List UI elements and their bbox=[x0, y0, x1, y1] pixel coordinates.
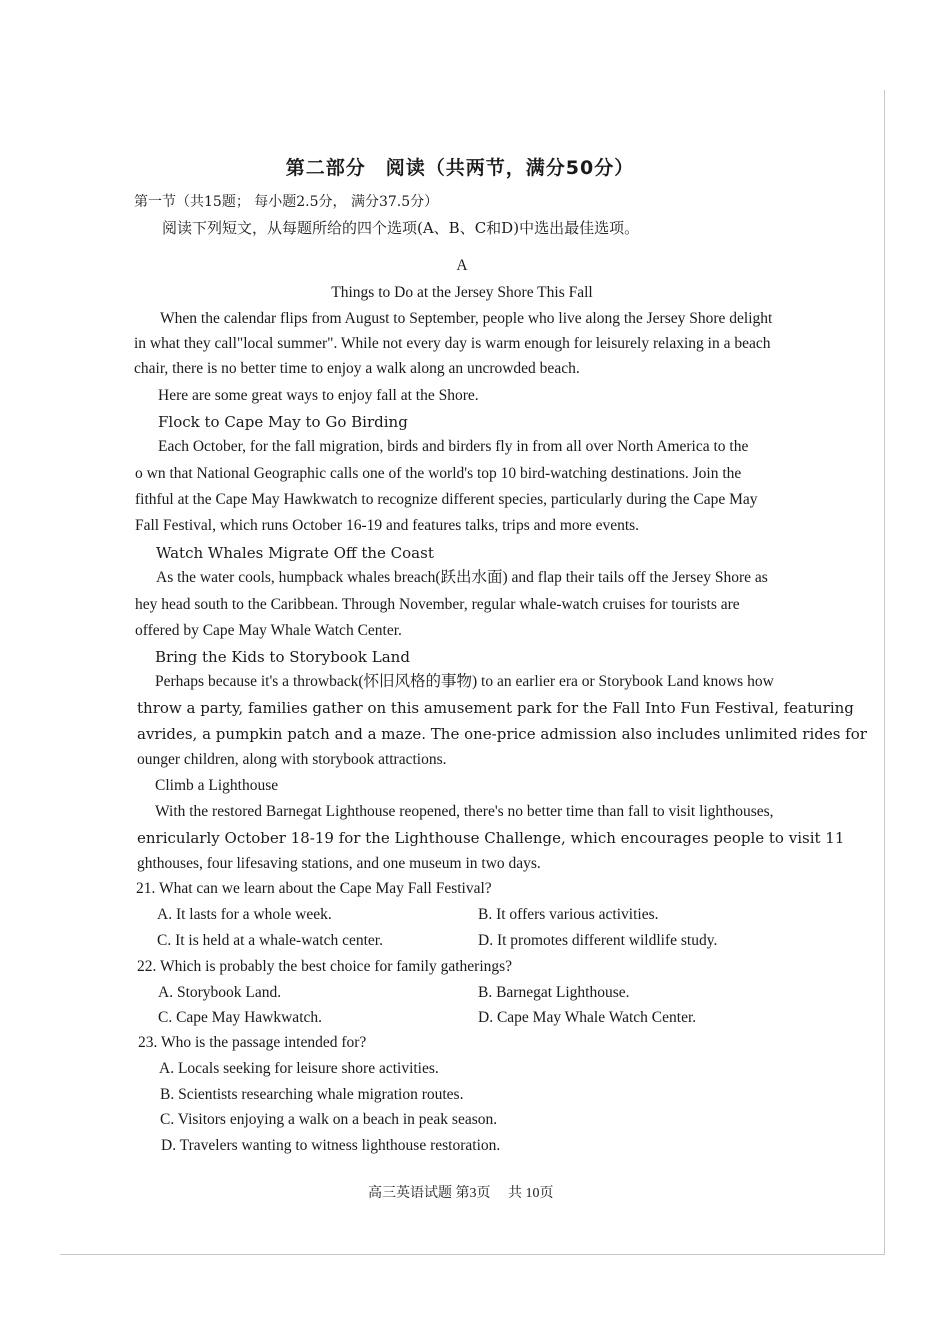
answer-option: B. Scientists researching whale migration routes. bbox=[160, 1086, 464, 1103]
subheading: Bring the Kids to Storybook Land bbox=[155, 648, 410, 666]
page-footer: 高三英语试题 第3页 共 10页 bbox=[368, 1186, 554, 1201]
answer-option: B. Barnegat Lighthouse. bbox=[478, 984, 630, 1001]
instructions: 阅读下列短文，从每题所给的四个选项(A、B、C和D)中选出最佳选项。 bbox=[162, 219, 640, 237]
paragraph-line: chair, there is no better time to enjoy a walk along an uncrowded beach. bbox=[134, 360, 580, 377]
subheading: Flock to Cape May to Go Birding bbox=[158, 413, 408, 431]
paragraph-line: With the restored Barnegat Lighthouse reopened, there's no better time than fall to visit lighthouses, bbox=[155, 803, 774, 820]
answer-option: B. It offers various activities. bbox=[478, 906, 659, 923]
paragraph-line: Each October, for the fall migration, birds and birders fly in from all over North America to the bbox=[158, 438, 749, 455]
answer-option: C. Visitors enjoying a walk on a beach in peak season. bbox=[160, 1111, 498, 1128]
question-stem: 21. What can we learn about the Cape May Fall Festival? bbox=[136, 880, 492, 897]
paragraph-line: in what they call"local summer". While not every day is warm enough for leisurely relaxing in a beach bbox=[134, 335, 771, 352]
paragraph-line: Here are some great ways to enjoy fall at the Shore. bbox=[158, 387, 479, 404]
paragraph-line: avrides, a pumpkin patch and a maze. The one-price admission also includes unlimited rides for bbox=[137, 725, 867, 743]
paragraph-line: ghthouses, four lifesaving stations, and one museum in two days. bbox=[137, 855, 541, 872]
paragraph-line: ounger children, along with storybook attractions. bbox=[137, 751, 447, 768]
passage-title: Things to Do at the Jersey Shore This Fall bbox=[331, 284, 593, 301]
answer-option: D. Cape May Whale Watch Center. bbox=[478, 1009, 697, 1026]
page-border-bottom bbox=[60, 1254, 885, 1255]
paragraph-line: fithful at the Cape May Hawkwatch to recognize different species, particularly during the Cape May bbox=[135, 491, 758, 508]
paragraph-line: As the water cools, humpback whales breach(跃出水面) and flap their tails off the Jersey Shore as bbox=[156, 569, 768, 586]
paragraph-line: When the calendar flips from August to September, people who live along the Jersey Shore delight bbox=[160, 310, 773, 327]
paragraph-line: o wn that National Geographic calls one of the world's top 10 bird-watching destinations. Join the bbox=[135, 465, 742, 482]
passage-letter: A bbox=[456, 257, 468, 274]
subheading: Watch Whales Migrate Off the Coast bbox=[156, 544, 434, 562]
answer-option: A. Locals seeking for leisure shore activities. bbox=[159, 1060, 439, 1077]
paragraph-line: enricularly October 18-19 for the Lighthouse Challenge, which encourages people to visit 11 bbox=[137, 829, 845, 847]
answer-option: D. Travelers wanting to witness lighthouse restoration. bbox=[161, 1137, 501, 1154]
answer-option: C. It is held at a whale-watch center. bbox=[157, 932, 383, 949]
section-heading: 第一节（共15题； 每小题2.5分， 满分37.5分） bbox=[134, 194, 439, 210]
paragraph-line: offered by Cape May Whale Watch Center. bbox=[135, 622, 402, 639]
question-stem: 22. Which is probably the best choice for family gatherings? bbox=[137, 958, 513, 975]
part-title: 第二部分 阅读（共两节，满分50分） bbox=[285, 157, 635, 179]
paragraph-line: Fall Festival, which runs October 16-19 and features talks, trips and more events. bbox=[135, 517, 640, 534]
question-stem: 23. Who is the passage intended for? bbox=[138, 1034, 367, 1051]
answer-option: A. Storybook Land. bbox=[158, 984, 282, 1001]
paragraph-line: hey head south to the Caribbean. Through November, regular whale-watch cruises for tourists are bbox=[135, 596, 740, 613]
answer-option: A. It lasts for a whole week. bbox=[157, 906, 332, 923]
subheading: Climb a Lighthouse bbox=[155, 777, 279, 794]
paragraph-line: throw a party, families gather on this amusement park for the Fall Into Fun Festival, featuring bbox=[137, 699, 854, 717]
answer-option: D. It promotes different wildlife study. bbox=[478, 932, 718, 949]
paragraph-line: Perhaps because it's a throwback(怀旧风格的事物) to an earlier era or Storybook Land knows how bbox=[155, 673, 774, 690]
answer-option: C. Cape May Hawkwatch. bbox=[158, 1009, 322, 1026]
